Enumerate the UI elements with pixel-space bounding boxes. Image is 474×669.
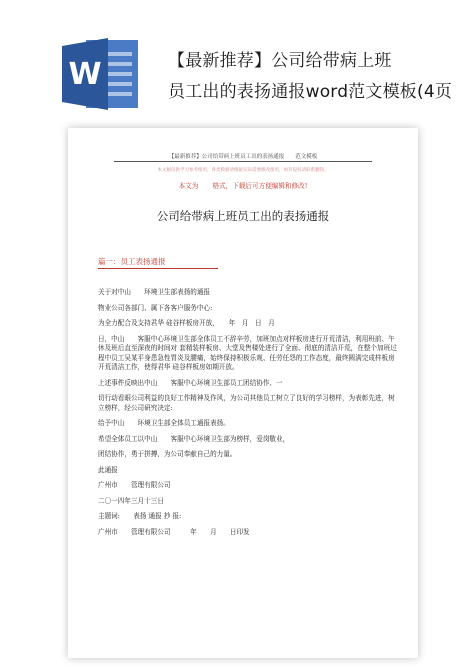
document-body (98, 288, 398, 537)
word-icon-letter: W (68, 57, 102, 92)
page-title-line-2: 员工出的表扬通报word范文模板(4页 (168, 82, 453, 102)
document-header-text: 【最新推荐】公司给带病上班员工出的表扬通报 范文模板 (168, 154, 318, 160)
body-line: 广州市 管理有限公司 (98, 481, 171, 489)
page-title-line-1: 【最新推荐】公司给带病上班 (168, 51, 392, 71)
body-line: 主题词: 表扬 通报 抄 报: (98, 512, 182, 520)
body-paragraph: 日，中山 客服中心环境卫生部全体员工不辞辛劳，加班加点对样板房进行开荒清洁，利用班前、午休及班后直至深夜的时间对 套精装样板房、大堂及售楼处进行了全面、彻底的清洁开荒，在整个加班过程中员工吴某平身患急性胃炎及腰痛，始终保持积极乐观、任劳任怨的工作态度，最终圆满完成样板房开荒清洁工作，使得君华 硅谷样板房如期开放。 (98, 334, 397, 371)
word-document-icon (62, 36, 142, 112)
body-line: 此通报 (98, 465, 118, 474)
notice-left: 本文为 (178, 182, 199, 190)
body-line: 物业公司各部门、属下各客户服务中心: (98, 303, 213, 312)
body-paragraph: 切行动看眼公司利益的良好工作精神及作风，为公司其他员工树立了良好的学习榜样，为表彰先进，树立榜样，经公司研究决定: (98, 394, 395, 412)
notice-right: 格式，下载后可方便编辑和修改! (212, 182, 308, 190)
body-line: 给予中山 环境卫生部全体员工通报表扬。 (98, 419, 230, 427)
body-line: 二〇一四年三月十三日 (98, 496, 164, 505)
body-line: 上述事件反映出中山 客服中心环境卫生部员工团结协作、一 (98, 378, 283, 387)
body-line: 希望全体员工以中山 客服中心环境卫生部为榜样，爱岗敬业， (98, 434, 290, 443)
header-banner (0, 0, 474, 110)
disclaimer-text: 本文稿仅供学习参考使用，各类模板请根据实际需要修改使用，如有侵权请联系删除。 (157, 168, 329, 173)
body-line: 关于对中山 环境卫生部表扬的通报 (98, 288, 211, 296)
header-rule (114, 161, 372, 162)
document-page (68, 128, 418, 658)
section-rule (98, 268, 218, 269)
body-line: 广州市 管理有限公司 年 月 日印发 (98, 527, 250, 536)
body-line: 团结协作，勇于拼搏，为公司奉献自己的力量。 (98, 450, 237, 458)
section-heading: 篇一：员工表扬通报 (98, 257, 166, 266)
download-notice (68, 180, 418, 190)
document-title: 公司给带病上班员工出的表扬通报 (156, 209, 330, 223)
body-line: 为全力配合及支持君华 硅谷样板房开放， 年 月 日 月 (98, 319, 275, 327)
